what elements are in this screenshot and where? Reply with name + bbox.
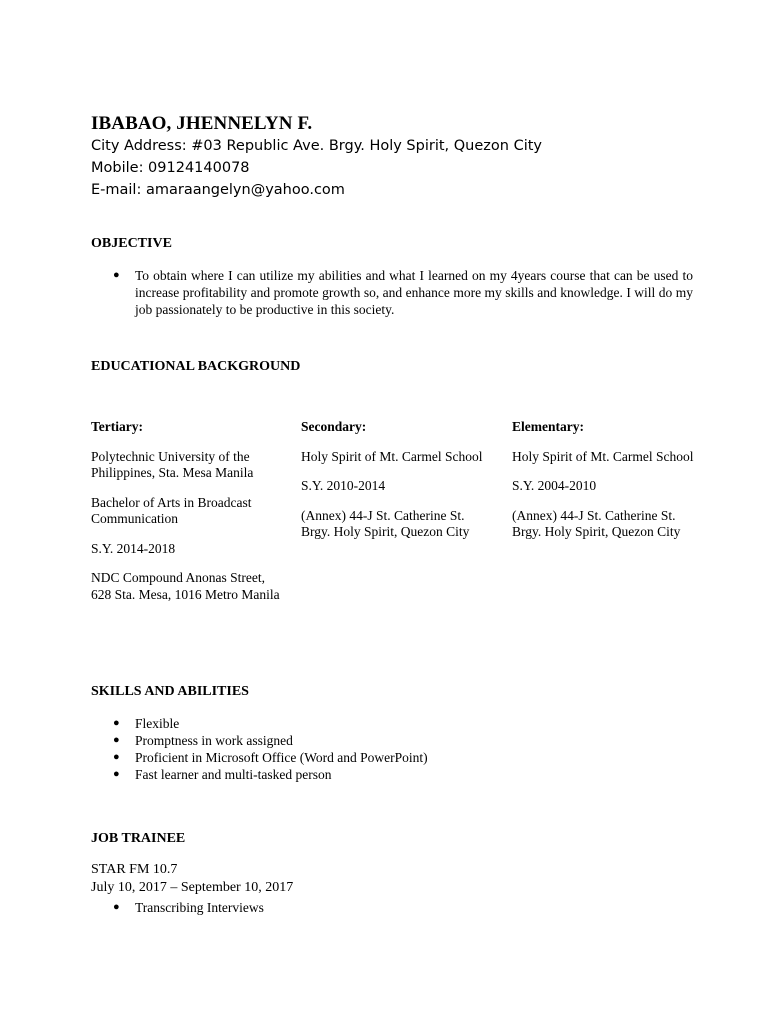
duty-text: Transcribing Interviews	[135, 900, 264, 915]
objective-item	[113, 267, 693, 318]
objective-heading: OBJECTIVE	[91, 236, 172, 251]
list-item	[113, 715, 693, 732]
school-name: Holy Spirit of Mt. Carmel School	[301, 448, 483, 464]
objective-text: To obtain where I can utilize my abilities and what I learned on my 4years course that can be used to increase profitability and promote growth so, and enhance more my skills and knowledge. I will do my job passionately to be productive in this society.	[135, 268, 693, 317]
bullet-icon: ●	[113, 768, 120, 780]
column-title: Tertiary:	[91, 419, 143, 434]
education-column-elementary	[512, 419, 702, 554]
school-year: S.Y. 2004-2010	[512, 478, 597, 493]
school-address: NDC Compound Anonas Street, 628 Sta. Mesa, 1016 Metro Manila	[91, 570, 280, 602]
mobile-number: Mobile: 09124140078	[91, 160, 250, 176]
city-address: City Address: #03 Republic Ave. Brgy. Holy Spirit, Quezon City	[91, 138, 542, 154]
list-item	[113, 766, 693, 783]
school-year: S.Y. 2014-2018	[91, 540, 176, 556]
skill-text: Flexible	[135, 716, 180, 731]
column-title: Secondary:	[301, 419, 367, 434]
skills-heading: SKILLS AND ABILITIES	[91, 684, 249, 699]
school-name: Holy Spirit of Mt. Carmel School	[512, 448, 694, 464]
skill-text: Proficient in Microsoft Office (Word and PowerPoint)	[135, 750, 428, 765]
bullet-icon: ●	[113, 901, 120, 913]
bullet-icon: ●	[113, 269, 120, 281]
job-heading: JOB TRAINEE	[91, 831, 186, 846]
email-address: E-mail: amaraangelyn@yahoo.com	[91, 182, 345, 198]
bullet-icon: ●	[113, 734, 120, 746]
school-address: (Annex) 44-J St. Catherine St. Brgy. Holy Spirit, Quezon City	[512, 507, 681, 539]
list-item	[113, 899, 693, 916]
skill-text: Fast learner and multi-tasked person	[135, 767, 332, 782]
job-company: STAR FM 10.7	[91, 862, 178, 877]
column-title: Elementary:	[512, 419, 584, 434]
list-item	[113, 732, 693, 749]
job-duties-list	[113, 899, 693, 916]
education-column-secondary	[301, 419, 491, 554]
objective-list	[113, 267, 693, 318]
applicant-name: IBABAO, JHENNELYN F.	[91, 113, 313, 134]
bullet-icon: ●	[113, 751, 120, 763]
job-dates: July 10, 2017 – September 10, 2017	[91, 880, 294, 895]
school-year: S.Y. 2010-2014	[301, 478, 386, 493]
skills-list	[113, 715, 693, 783]
education-column-tertiary	[91, 419, 281, 616]
bullet-icon: ●	[113, 717, 120, 729]
education-heading: EDUCATIONAL BACKGROUND	[91, 359, 301, 374]
degree: Bachelor of Arts in Broadcast Communication	[91, 494, 252, 526]
school-name: Polytechnic University of the Philippines, Sta. Mesa Manila	[91, 448, 254, 480]
school-address: (Annex) 44-J St. Catherine St. Brgy. Holy Spirit, Quezon City	[301, 507, 470, 539]
skill-text: Promptness in work assigned	[135, 733, 293, 748]
list-item	[113, 749, 693, 766]
